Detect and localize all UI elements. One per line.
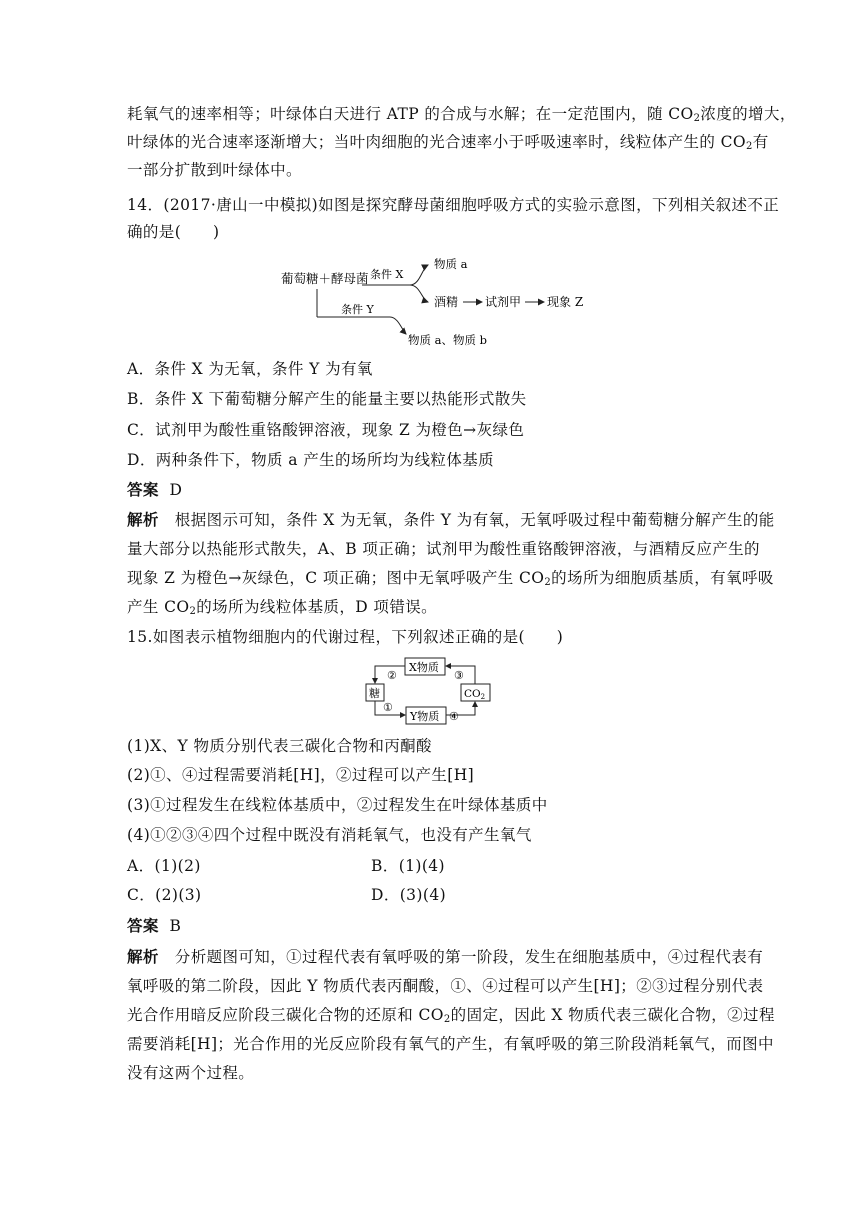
y-substance-label: Y物质: [410, 710, 440, 723]
text: 光合作用暗反应阶段三碳化合物的还原和 CO: [127, 1006, 444, 1024]
q14-option-d: D．两种条件下，物质 a 产生的场所均为线粒体基质: [127, 451, 495, 469]
subscript: 2: [544, 577, 552, 588]
q15-stem: 15.如图表示植物细胞内的代谢过程，下列叙述正确的是( ): [127, 628, 564, 646]
reagent-label: 试剂甲: [485, 295, 522, 309]
text: 的固定，因此 X 物质代表三碳化合物，②过程: [450, 1006, 775, 1024]
q15-analysis-line-4: 需要消耗[H]；光合作用的光反应阶段有氧气的产生，有氧呼吸的第三阶段消耗氧气，而图中: [127, 1035, 774, 1053]
process-4-label: ④: [449, 710, 459, 723]
x-substance-label: X物质: [409, 661, 439, 674]
q15-option-d: D．(3)(4): [371, 886, 447, 904]
branch-up-arrow: [410, 265, 428, 285]
answer-value: D: [169, 481, 183, 499]
subscript: 2: [746, 141, 753, 152]
q14-analysis-line-3: [127, 568, 774, 593]
q14-option-c: C．试剂甲为酸性重铬酸钾溶液，现象 Z 为橙色→灰绿色: [127, 421, 525, 439]
q15-option-c: C．(2)(3): [127, 886, 202, 904]
glucose-yeast-label: 葡萄糖＋酵母菌: [281, 271, 369, 286]
process-1-label: ①: [383, 701, 393, 714]
intro-line-3: 一部分扩散到叶绿体中。: [127, 161, 302, 179]
q15-item-1: (1)X、Y 物质分别代表三碳化合物和丙酮酸: [127, 737, 432, 755]
text: 分析题图可知，①过程代表有氧呼吸的第一阶段，发生在细胞基质中，④过程代表有: [174, 948, 764, 966]
analysis-label: 解析: [127, 948, 159, 966]
text: 耗氧气的速率相等；叶绿体白天进行 ATP 的合成与水解；在一定范围内，随 CO: [127, 105, 694, 123]
text: 有: [752, 133, 769, 151]
analysis-label: 解析: [127, 511, 159, 529]
text: 的场所为细胞质基质，有氧呼吸: [551, 569, 774, 587]
subscript: 2: [693, 113, 701, 124]
sugar-label: 糖: [369, 687, 380, 700]
q14-option-a: A．条件 X 为无氧，条件 Y 为有氧: [127, 360, 373, 378]
q15-analysis-line-1: [127, 947, 763, 967]
q15-analysis-line-3: [127, 1005, 775, 1030]
intro-line-2: [127, 132, 769, 157]
intro-line-1: [127, 104, 796, 129]
q14-diagram: [270, 252, 600, 352]
phenomenon-z-label: 现象 Z: [547, 295, 584, 309]
q15-option-b: B．(1)(4): [371, 857, 446, 875]
q14-stem-line-2: 确的是( ): [127, 223, 220, 241]
q15-analysis-line-5: 没有这两个过程。: [127, 1064, 255, 1082]
q15-option-a: A．(1)(2): [127, 857, 201, 875]
text: 浓度的增大，: [700, 105, 796, 123]
q15-analysis-line-2: 氧呼吸的第二阶段，因此 Y 物质代表丙酮酸，①、④过程可以产生[H]；②③过程分别代表: [127, 977, 764, 995]
q14-analysis-line-1: [127, 510, 775, 530]
text: 叶绿体的光合速率逐渐增大；当叶肉细胞的光合速率小于呼吸速率时，线粒体产生的 CO: [127, 133, 746, 151]
subscript: 2: [443, 1014, 451, 1025]
process-3-label: ③: [454, 669, 464, 682]
process-2-label: ②: [387, 669, 397, 682]
q14-answer: [127, 480, 182, 500]
q15-diagram: [360, 654, 500, 726]
answer-label: 答案: [127, 917, 159, 935]
q15-item-2: (2)①、④过程需要消耗[H]，②过程可以产生[H]: [127, 766, 475, 784]
answer-label: 答案: [127, 481, 159, 499]
condition-y-arrow: [390, 317, 406, 334]
branch-down-arrow: [410, 285, 428, 302]
subscript: 2: [189, 606, 197, 617]
q15-item-4: (4)①②③④四个过程中既没有消耗氧气，也没有产生氧气: [127, 826, 532, 844]
text: 现象 Z 为橙色→灰绿色，C 项正确；图中无氧呼吸产生 CO: [127, 569, 545, 587]
substance-ab-label: 物质 a、物质 b: [408, 333, 488, 347]
q14-analysis-line-4: [127, 597, 437, 622]
text: 根据图示可知，条件 X 为无氧，条件 Y 为有氧，无氧呼吸过程中葡萄糖分解产生的能: [174, 511, 775, 529]
q14-option-b: B．条件 X 下葡萄糖分解产生的能量主要以热能形式散失: [127, 390, 527, 408]
substance-a-label: 物质 a: [434, 257, 468, 271]
text: 产生 CO: [127, 598, 190, 616]
q15-answer: [127, 916, 181, 936]
text: 的场所为线粒体基质，D 项错误。: [196, 598, 438, 616]
answer-value: B: [169, 917, 182, 935]
q15-item-3: (3)①过程发生在线粒体基质中，②过程发生在叶绿体基质中: [127, 796, 548, 814]
co2-label: CO2: [464, 688, 486, 701]
condition-x-label: 条件 X: [370, 268, 404, 281]
q14-stem-line-1: 14．(2017·唐山一中模拟)如图是探究酵母菌细胞呼吸方式的实验示意图，下列相关叙述不正: [127, 196, 780, 214]
alcohol-label: 酒精: [434, 295, 459, 309]
q14-analysis-line-2: 量大部分以热能形式散失，A、B 项正确；试剂甲为酸性重铬酸钾溶液，与酒精反应产生的: [127, 540, 760, 558]
condition-y-label: 条件 Y: [341, 303, 374, 316]
